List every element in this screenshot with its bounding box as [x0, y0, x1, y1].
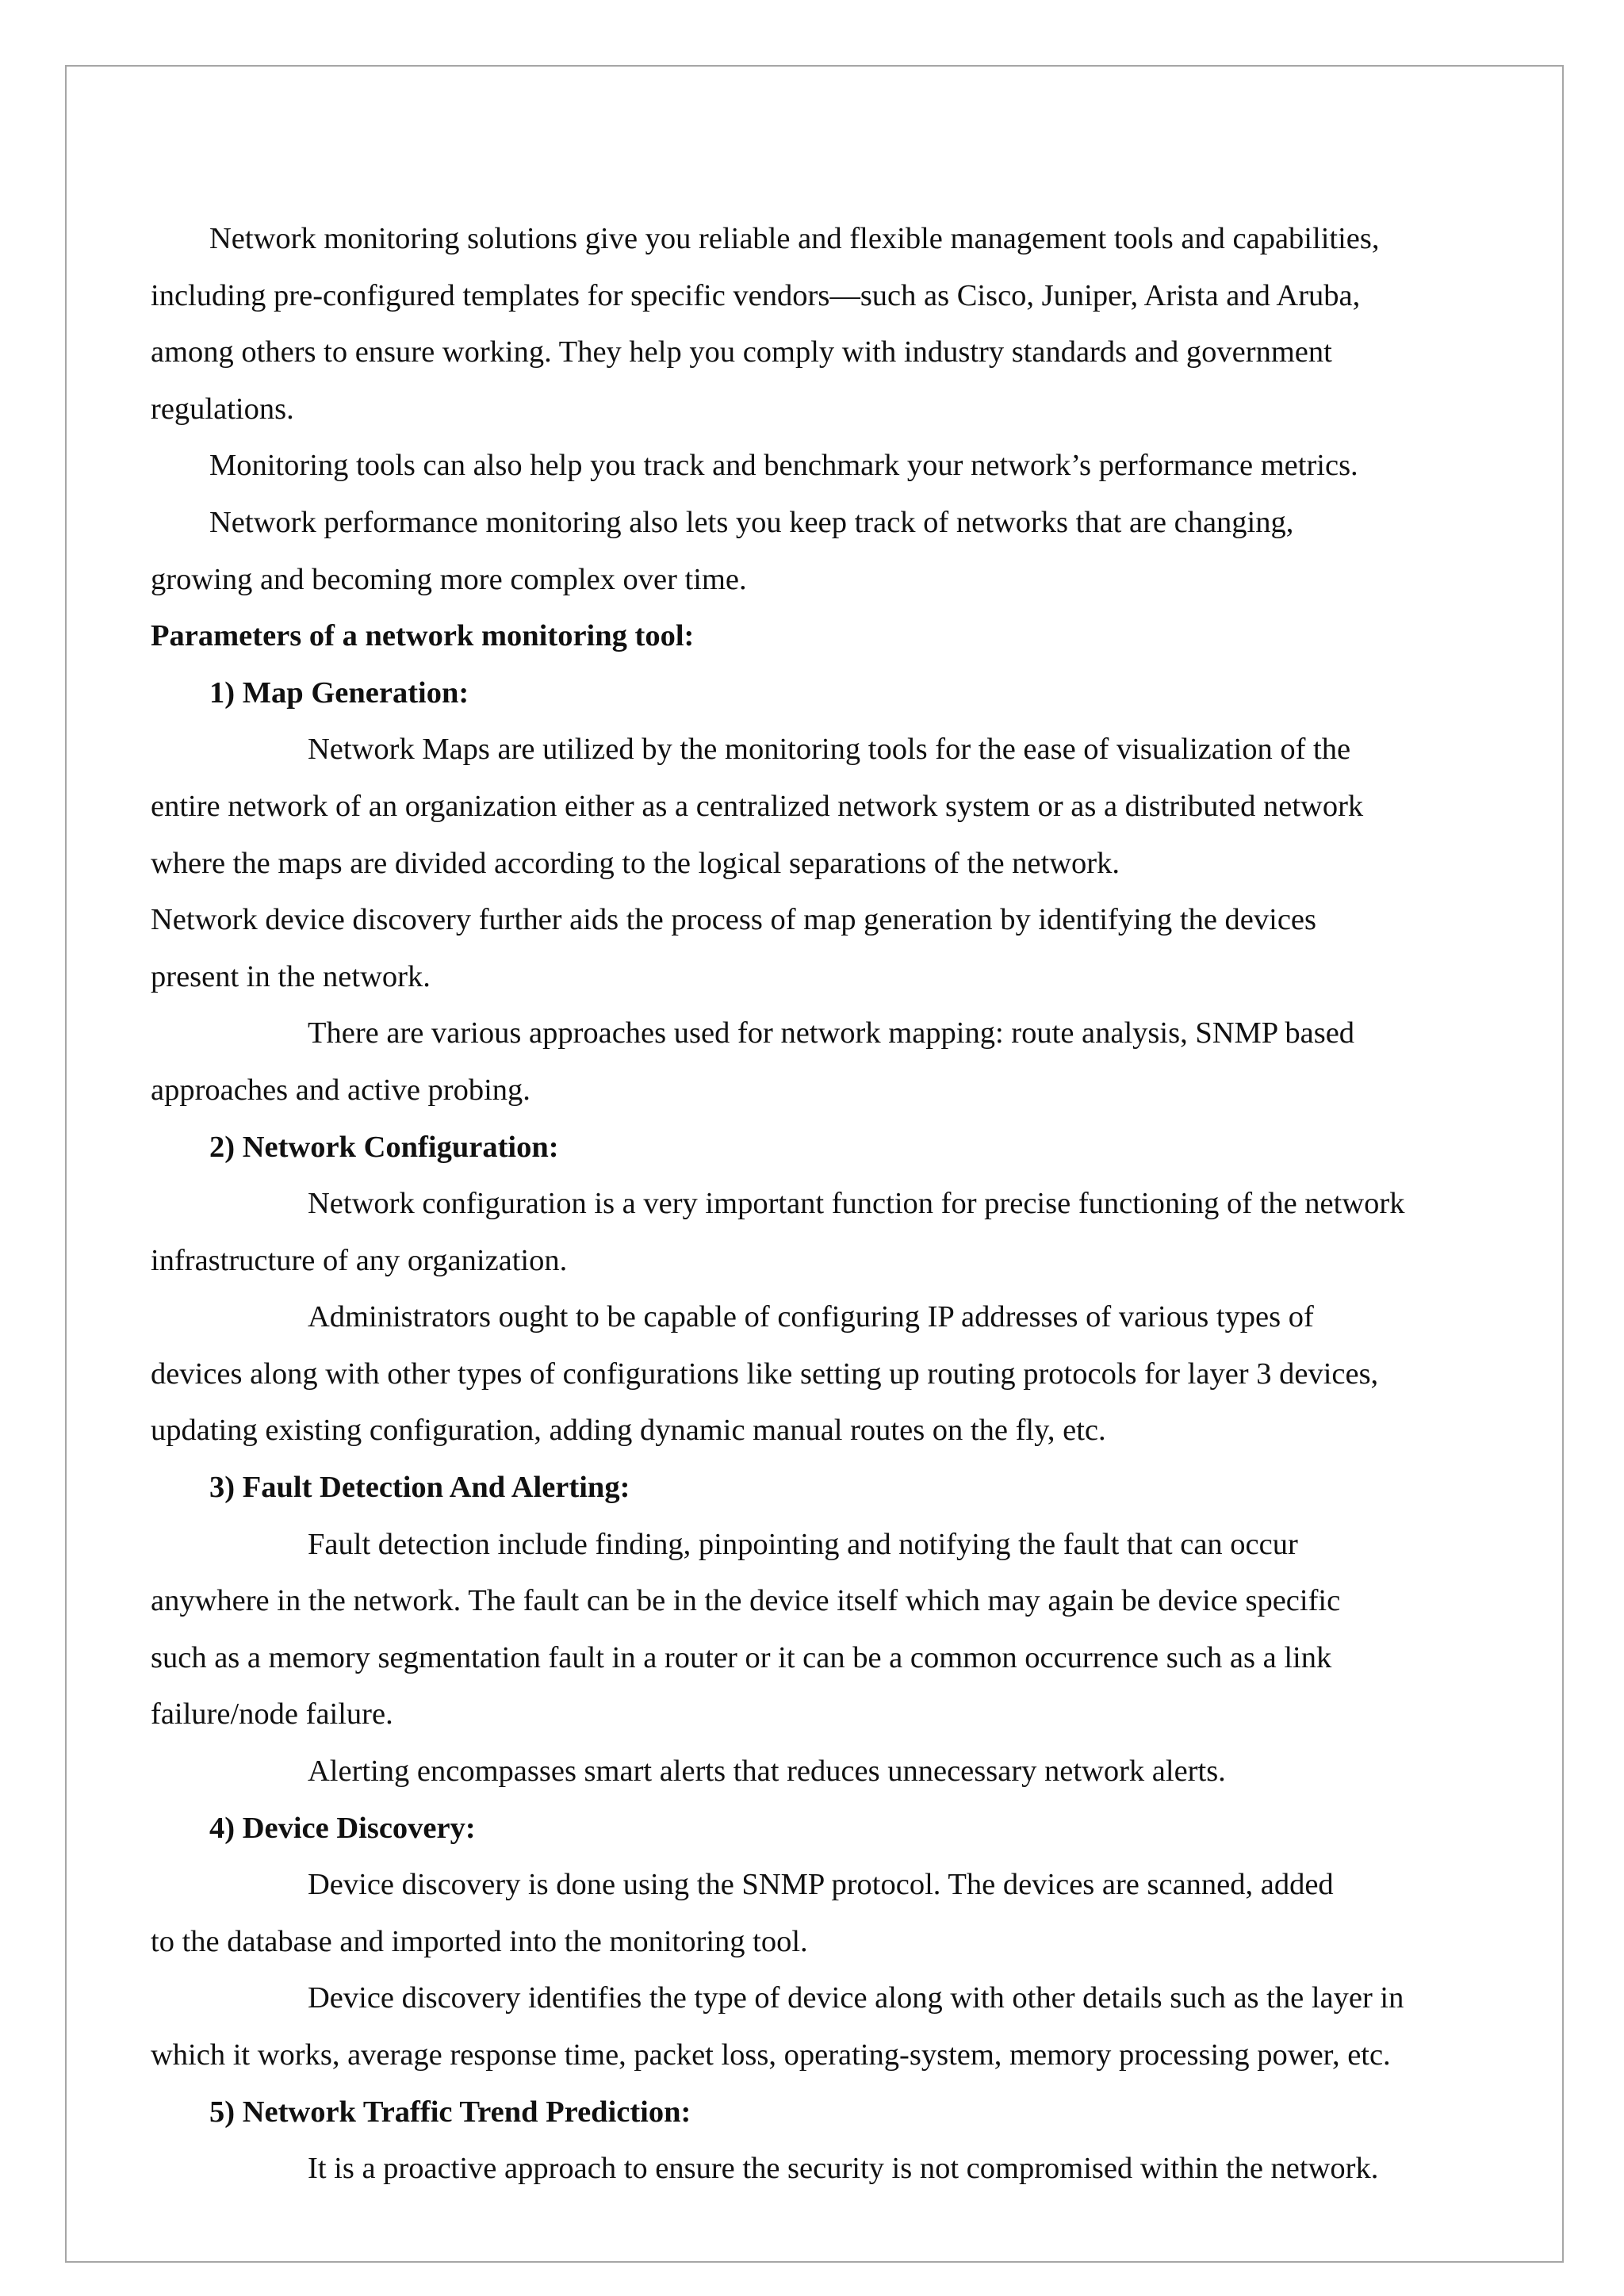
- text-line: such as a memory segmentation fault in a router or it can be a common occurrence such as a link: [151, 1640, 1332, 1674]
- text-line: anywhere in the network. The fault can be in the device itself which may again be device specific: [151, 1584, 1341, 1618]
- text-line: devices along with other types of configurations like setting up routing protocols for layer 3 devices,: [151, 1357, 1379, 1391]
- text-line: Network monitoring solutions give you reliable and flexible management tools and capabilities,: [209, 222, 1380, 255]
- text-line: entire network of an organization either as a centralized network system or as a distributed network: [151, 789, 1364, 823]
- text-line: to the database and imported into the monitoring tool.: [151, 1924, 808, 1958]
- text-line: Device discovery identifies the type of device along with other details such as the layer in: [308, 1981, 1404, 2015]
- text-line: infrastructure of any organization.: [151, 1243, 568, 1277]
- text-line: It is a proactive approach to ensure the security is not compromised within the network.: [308, 2152, 1379, 2186]
- text-line: Network performance monitoring also lets you keep track of networks that are changing,: [209, 505, 1294, 539]
- text-line: Fault detection include finding, pinpointing and notifying the fault that can occur: [308, 1527, 1298, 1561]
- text-line: failure/node failure.: [151, 1697, 393, 1732]
- section-heading: Parameters of a network monitoring tool:: [151, 619, 695, 653]
- section-heading: 5) Network Traffic Trend Prediction:: [209, 2095, 691, 2129]
- text-line: updating existing configuration, adding dynamic manual routes on the fly, etc.: [151, 1414, 1106, 1448]
- section-heading: 4) Device Discovery:: [209, 1811, 476, 1845]
- text-line: where the maps are divided according to the logical separations of the network.: [151, 846, 1120, 880]
- section-heading: 2) Network Configuration:: [209, 1130, 559, 1164]
- text-line: Administrators ought to be capable of configuring IP addresses of various types of: [308, 1300, 1314, 1334]
- text-line: growing and becoming more complex over time.: [151, 562, 747, 596]
- text-line: Network configuration is a very important function for precise functioning of the network: [308, 1187, 1405, 1221]
- text-line: which it works, average response time, packet loss, operating-system, memory processing power, etc.: [151, 2038, 1391, 2072]
- text-line: Network Maps are utilized by the monitoring tools for the ease of visualization of the: [308, 733, 1351, 767]
- section-heading: 1) Map Generation:: [209, 675, 469, 710]
- text-line: including pre-configured templates for specific vendors—such as Cisco, Juniper, Arista and Aruba,: [151, 278, 1361, 312]
- text-line: present in the network.: [151, 959, 431, 993]
- text-line: Network device discovery further aids the process of map generation by identifying the devices: [151, 903, 1316, 937]
- section-heading: 3) Fault Detection And Alerting:: [209, 1471, 630, 1505]
- text-line: approaches and active probing.: [151, 1073, 530, 1107]
- text-line: regulations.: [151, 392, 294, 426]
- text-line: There are various approaches used for network mapping: route analysis, SNMP based: [308, 1016, 1355, 1050]
- text-line: Device discovery is done using the SNMP protocol. The devices are scanned, added: [308, 1868, 1334, 1902]
- text-line: among others to ensure working. They help you comply with industry standards and government: [151, 335, 1332, 369]
- document-body: [151, 211, 1499, 2198]
- text-line: Monitoring tools can also help you track and benchmark your network’s performance metrics.: [209, 449, 1358, 483]
- text-line: Alerting encompasses smart alerts that reduces unnecessary network alerts.: [308, 1755, 1226, 1789]
